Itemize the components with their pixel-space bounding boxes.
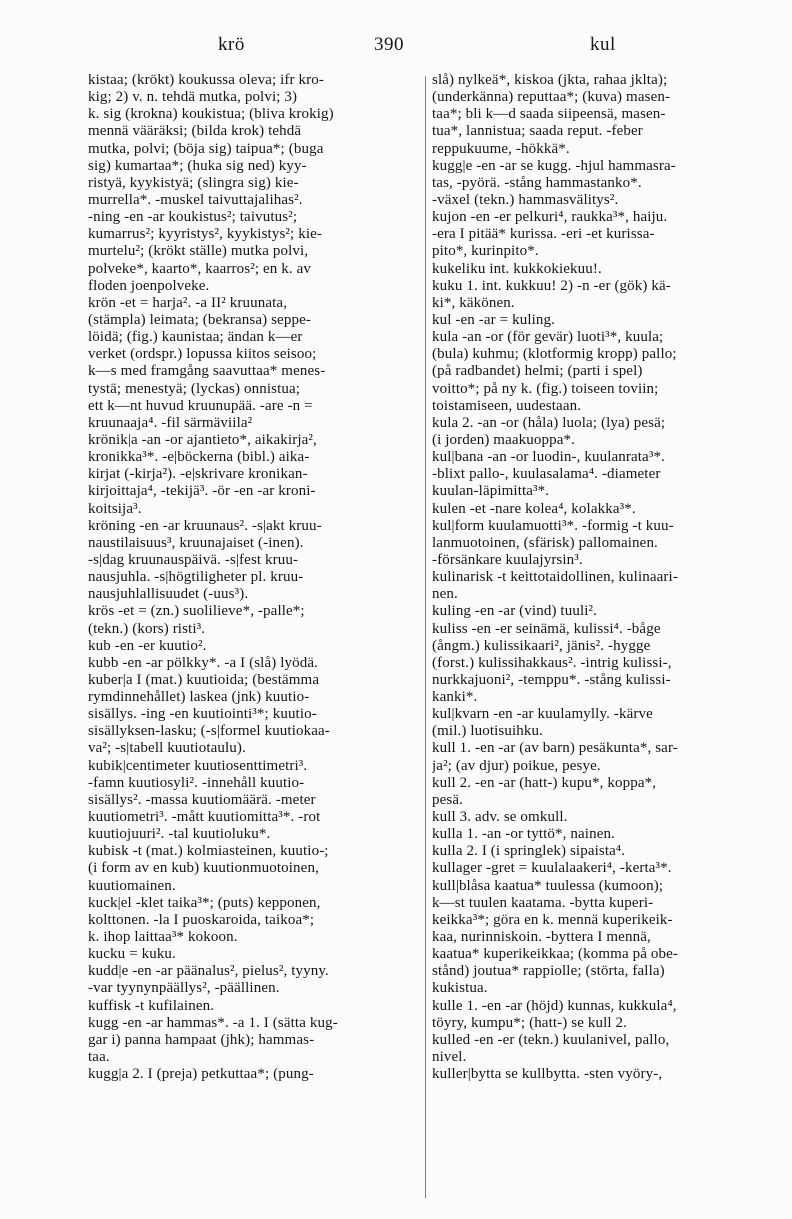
entry-line: kistaa; (krökt) koukussa oleva; ifr kro- bbox=[88, 72, 324, 88]
entry-line: tystä; menestyä; (lyckas) onnistua; bbox=[88, 380, 301, 397]
entry-line: (på radbandet) helmi; (parti i spel) bbox=[432, 363, 643, 380]
entry-line: naustilaisuus³, kruunajaiset (-inen). bbox=[88, 534, 304, 551]
entry-line: verket (ordspr.) lopussa kiitos seisoo; bbox=[88, 346, 317, 363]
entry-line: krönik|a -an -or ajantieto*, aikakirja², bbox=[88, 431, 317, 448]
entry-line: gar i) panna hampaat (jhk); hammas- bbox=[88, 1031, 315, 1048]
entry-line: (ångm.) kulissikaari², jänis². -hygge bbox=[432, 637, 651, 654]
entry-line: kukistua. bbox=[432, 980, 488, 997]
entry-line: kul -en -ar = kuling. bbox=[432, 311, 556, 328]
entry-line: krön -et = harja². -a II² kruunata, bbox=[88, 294, 288, 311]
entry-line: kull 3. adv. se omkull. bbox=[432, 809, 568, 826]
entry-line: ja²; (av djur) poikue, pesye. bbox=[432, 757, 601, 774]
entry-line: kugg|e -en -ar se kugg. -hjul hammasra- bbox=[432, 157, 676, 174]
entry-line: -ning -en -ar koukistus²; taivutus²; bbox=[88, 209, 298, 226]
entry-line: reppukuume, -hökkä*. bbox=[432, 140, 570, 157]
entry-line: kuku 1. int. kukkuu! 2) -n -er (gök) kä- bbox=[432, 277, 671, 294]
entry-line: lanmuotoinen, (sfärisk) pallomainen. bbox=[432, 534, 658, 551]
entry-line: rymdinnehållet) laskea (jnk) kuutio- bbox=[88, 689, 310, 706]
entry-line: kuling -en -ar (vind) tuuli². bbox=[432, 603, 598, 620]
entry-line: kula 2. -an -or (håla) luola; (lya) pesä; bbox=[432, 414, 666, 431]
entry-line: krös -et = (zn.) suolilieve*, -palle*; bbox=[88, 603, 305, 620]
entry-line: kubisk -t (mat.) kolmiasteinen, kuutio-; bbox=[88, 843, 329, 860]
entry-line: kulle 1. -en -ar (höjd) kunnas, kukkula⁴, bbox=[432, 997, 677, 1014]
entry-line: -växel (tekn.) hammasvälitys². bbox=[432, 191, 619, 208]
entry-line: (i form av en kub) kuutionmuotoinen, bbox=[88, 860, 319, 877]
entry-line: (bula) kuhmu; (klotformig kropp) pallo; bbox=[432, 346, 677, 363]
entry-line: kujon -en -er pelkuri⁴, raukka³*, haiju. bbox=[432, 209, 668, 226]
entry-line: kirjat (-kirja²). -e|skrivare kronikan- bbox=[88, 466, 308, 483]
entry-line: kröning -en -ar kruunaus². -s|akt kruu- bbox=[88, 517, 322, 534]
entry-line: (mil.) luotisuihku. bbox=[432, 723, 544, 740]
entry-line: kullager -gret = kuulalaakeri⁴, -kerta³*. bbox=[432, 860, 672, 877]
entry-line: kanki*. bbox=[432, 689, 478, 706]
header-right-guideword: kul bbox=[590, 34, 616, 55]
entry-line: kaatua* kuperikeikkaa; (komma på obe- bbox=[432, 946, 679, 963]
entry-line: kull 1. -en -ar (av barn) pesäkunta*, sar- bbox=[432, 740, 678, 757]
entry-line: taa*; bli k—d saada siipeensä, masen- bbox=[432, 106, 666, 123]
entry-line: -era I pitää* kurissa. -eri -et kurissa- bbox=[432, 226, 655, 243]
entry-line: kuulan-läpimitta³*. bbox=[432, 483, 550, 500]
entry-line: kuller|bytta se kullbytta. -sten vyöry-, bbox=[432, 1066, 663, 1083]
entry-line: murrella*. -muskel taivuttajalihas². bbox=[88, 191, 303, 208]
entry-line: kugg|a 2. I (preja) petkuttaa*; (pung- bbox=[88, 1066, 314, 1083]
entry-line: kukeliku int. kukkokiekuu!. bbox=[432, 260, 602, 277]
entry-line: kruunaaja⁴. -fil särmäviila² bbox=[88, 414, 253, 431]
entry-line: floden joenpolveke. bbox=[88, 277, 210, 294]
entry-line: toistamiseen, uudestaan. bbox=[432, 397, 582, 414]
entry-line: nausjuhlallisuudet (-uus³). bbox=[88, 586, 249, 603]
entry-line: pito*, kurinpito*. bbox=[432, 243, 539, 260]
entry-line: sisällys. -ing -en kuutiointi³*; kuutio- bbox=[88, 706, 317, 723]
entry-line: nausjuhla. -s|högtiligheter pl. kruu- bbox=[88, 569, 304, 586]
entry-line: (tekn.) (kors) risti³. bbox=[88, 620, 206, 637]
entry-line: kudd|e -en -ar päänalus², pielus², tyyny. bbox=[88, 963, 329, 980]
entry-line: kulled -en -er (tekn.) kuulanivel, pallo, bbox=[432, 1031, 670, 1048]
entry-line: kulinarisk -t keittotaidollinen, kulinaari- bbox=[432, 569, 678, 586]
entry-line: pesä. bbox=[432, 791, 464, 808]
entry-line: (underkänna) reputtaa*; (kuva) masen- bbox=[432, 89, 671, 106]
entry-line: kugg -en -ar hammas*. -a 1. I (sätta kug- bbox=[88, 1014, 338, 1031]
entry-line: kubik|centimeter kuutiosenttimetri³. bbox=[88, 757, 308, 774]
entry-line: kub -en -er kuutio². bbox=[88, 637, 207, 654]
entry-line: k. sig (krokna) koukistua; (bliva krokig) bbox=[88, 106, 334, 123]
entry-line: k—s med framgång saavuttaa* menes- bbox=[88, 363, 326, 380]
entry-line: nurkkajuoni², -temppu*. -stång kulissi- bbox=[432, 671, 671, 688]
entry-line: kul|form kuulamuotti³*. -formig -t kuu- bbox=[432, 517, 674, 534]
entry-line: -blixt pallo-, kuulasalama⁴. -diameter bbox=[432, 466, 661, 483]
entry-line: tas, -pyörä. -stång hammastanko*. bbox=[432, 174, 642, 191]
entry-line: va²; -s|tabell kuutiotaulu). bbox=[88, 740, 246, 757]
entry-line: töyry, kumpu*; (hatt-) se kull 2. bbox=[432, 1014, 628, 1031]
entry-line: keikka³*; göra en k. mennä kuperikeik- bbox=[432, 911, 673, 928]
entry-line: kulla 1. -an -or tyttö*, nainen. bbox=[432, 826, 615, 843]
entry-line: sig) kumartaa*; (huka sig ned) kyy- bbox=[88, 157, 307, 174]
entry-line: polveke*, kaarto*, kaarros²; en k. av bbox=[88, 260, 312, 277]
entry-line: koitsija³. bbox=[88, 500, 142, 517]
entry-line: kula -an -or (för gevär) luoti³*, kuula; bbox=[432, 329, 664, 346]
entry-line: (stämpla) leimata; (bekransa) seppe- bbox=[88, 311, 311, 328]
entry-line: kolttonen. -la I puoskaroida, taikoa*; bbox=[88, 911, 315, 928]
entry-line: löidä; (fig.) kaunistaa; ändan k—er bbox=[88, 329, 303, 346]
entry-line: sisällys². -massa kuutiomäärä. -meter bbox=[88, 791, 316, 808]
entry-line: voitto*; på ny k. (fig.) toiseen toviin; bbox=[432, 380, 659, 397]
entry-line: tua*, lannistua; saada reput. -feber bbox=[432, 123, 643, 140]
right-column-lines bbox=[432, 72, 770, 1083]
entry-line: stånd) joutua* rappiolle; (störta, falla) bbox=[432, 963, 665, 980]
entry-line: -var tyynynpäällys², -päällinen. bbox=[88, 980, 280, 997]
entry-line: -s|dag kruunauspäivä. -s|fest kruu- bbox=[88, 551, 299, 568]
entry-line: -famn kuutiosyli². -innehåll kuutio- bbox=[88, 774, 305, 791]
entry-line: kuutiojuuri². -tal kuutioluku*. bbox=[88, 826, 271, 843]
entry-line: kuffisk -t kufilainen. bbox=[88, 997, 215, 1014]
entry-line: k—st tuulen kaatama. -bytta kuperi- bbox=[432, 894, 654, 911]
entry-line: (forst.) kulissihakkaus². -intrig kulissi-, bbox=[432, 654, 672, 671]
entry-line: ristyä, kyykistyä; (slingra sig) kie- bbox=[88, 174, 299, 191]
page-number: 390 bbox=[374, 34, 404, 55]
left-column-lines bbox=[88, 72, 420, 1083]
entry-line: kubb -en -ar pölkky*. -a I (slå) lyödä. bbox=[88, 654, 319, 671]
entry-line: taa. bbox=[88, 1049, 110, 1066]
entry-line: kuutiometri³. -mått kuutiomitta³*. -rot bbox=[88, 809, 321, 826]
entry-line: kaa, nurinniskoin. -byttera I mennä, bbox=[432, 929, 651, 946]
entry-line: (i jorden) maakuoppa*. bbox=[432, 431, 576, 448]
entry-line: slå) nylkeä*, kiskoa (jkta, rahaa jklta); bbox=[432, 72, 668, 88]
entry-line: kul|bana -an -or luodin-, kuulanrata³*. bbox=[432, 449, 665, 466]
entry-line: -försänkare kuulajyrsin³. bbox=[432, 551, 583, 568]
entry-line: murtelu²; (krökt ställe) mutka polvi, bbox=[88, 243, 309, 260]
entry-line: kirjoittaja⁴, -tekijä³. -ör -en -ar kroni- bbox=[88, 483, 316, 500]
entry-line: kucku = kuku. bbox=[88, 946, 176, 963]
entry-line: kumarrus²; kyyristys², kyykistys²; kie- bbox=[88, 226, 322, 243]
entry-line: nivel. bbox=[432, 1049, 467, 1066]
entry-line: sisällyksen-lasku; (-s|formel kuutiokaa- bbox=[88, 723, 330, 740]
entry-line: kuck|el -klet taika³*; (puts) kepponen, bbox=[88, 894, 321, 911]
entry-line: kig; 2) v. n. tehdä mutka, polvi; 3) bbox=[88, 89, 298, 106]
entry-line: kull|blåsa kaatua* tuulessa (kumoon); bbox=[432, 877, 664, 894]
entry-line: nen. bbox=[432, 586, 458, 603]
entry-line: kull 2. -en -ar (hatt-) kupu*, koppa*, bbox=[432, 774, 657, 791]
entry-line: mennä vääräksi; (bilda krok) tehdä bbox=[88, 123, 302, 140]
entry-line: ett k—nt huvud kruunupää. -are -n = bbox=[88, 397, 313, 414]
left-column bbox=[88, 72, 420, 1202]
entry-line: kuliss -en -er seinämä, kulissi⁴. -båge bbox=[432, 620, 661, 637]
entry-line: kuutiomainen. bbox=[88, 877, 176, 894]
entry-line: kulla 2. I (i springlek) sipaista⁴. bbox=[432, 843, 626, 860]
right-column bbox=[432, 72, 770, 1202]
entry-line: kulen -et -nare kolea⁴, kolakka³*. bbox=[432, 500, 636, 517]
entry-line: kuber|a I (mat.) kuutioida; (bestämma bbox=[88, 671, 320, 688]
entry-line: mutka, polvi; (böja sig) taipua*; (buga bbox=[88, 140, 324, 157]
column-divider bbox=[425, 76, 426, 1198]
entry-line: ki*, käkönen. bbox=[432, 294, 515, 311]
entry-line: kul|kvarn -en -ar kuulamylly. -kärve bbox=[432, 706, 653, 723]
entry-line: k. ihop laittaa³* kokoon. bbox=[88, 929, 238, 946]
entry-line: kronikka³*. -e|böckerna (bibl.) aika- bbox=[88, 449, 310, 466]
page-header bbox=[0, 34, 792, 64]
header-left-guideword: krö bbox=[218, 34, 245, 55]
